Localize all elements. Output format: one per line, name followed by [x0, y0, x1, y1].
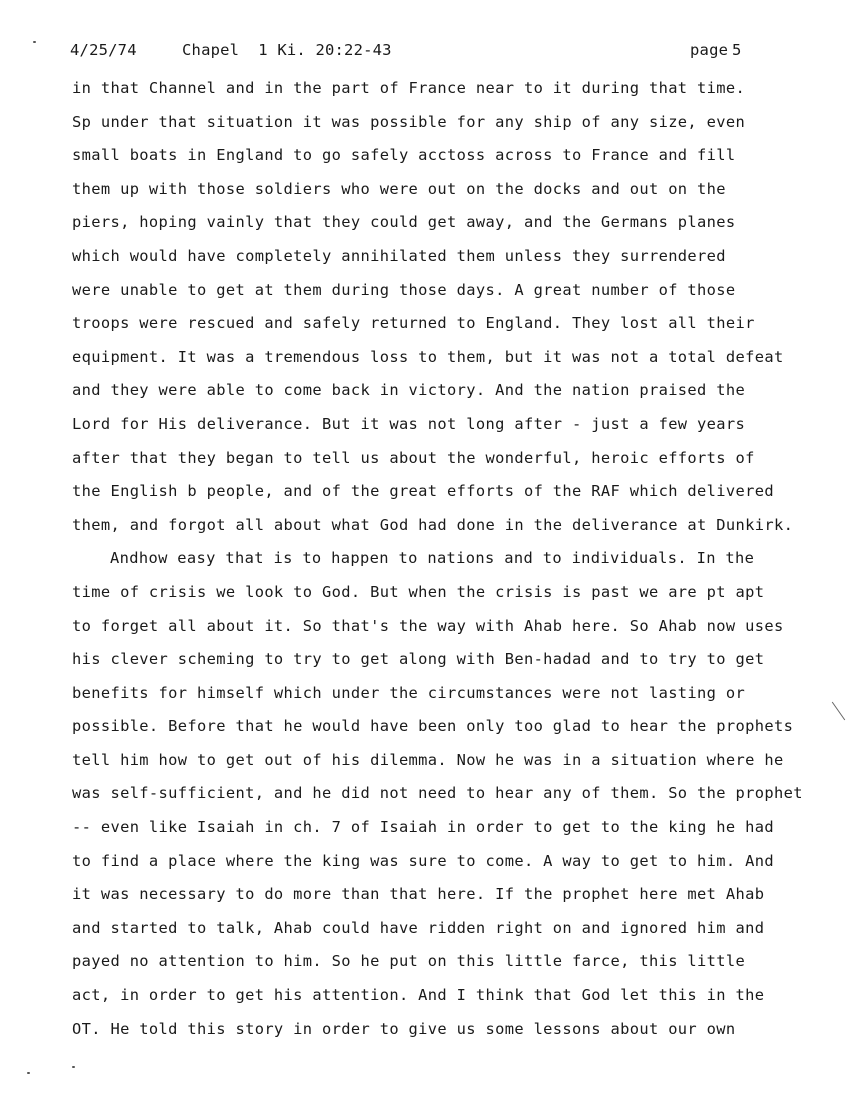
text-line: piers, hoping vainly that they could get away, and the Germans planes	[72, 213, 736, 232]
text-line: OT. He told this story in order to give us some lessons about our own	[72, 1019, 736, 1038]
scan-speck	[33, 41, 36, 43]
header-title: Chapel 1 Ki. 20:22-43	[182, 41, 392, 59]
page-header	[70, 41, 770, 65]
header-date: 4/25/74	[70, 41, 137, 59]
text-line: possible. Before that he would have been only too glad to hear the prophets	[72, 717, 794, 736]
text-line: and started to talk, Ahab could have ridden right on and ignored him and	[72, 918, 765, 937]
text-line: it was necessary to do more than that here. If the prophet here met Ahab	[72, 885, 765, 904]
text-line: troops were rescued and safely returned to England. They lost all their	[72, 314, 755, 333]
scan-speck	[72, 1066, 75, 1068]
text-line: Lord for His deliverance. But it was not long after - just a few years	[72, 414, 746, 433]
text-line: them up with those soldiers who were out on the docks and out on the	[72, 179, 726, 198]
text-line: benefits for himself which under the circumstances were not lasting or	[72, 683, 746, 702]
text-line: Sp under that situation it was possible for any ship of any size, even	[72, 112, 746, 131]
text-line: in that Channel and in the part of France near to it during that time.	[72, 79, 746, 97]
scan-speck	[27, 1072, 30, 1074]
text-line: which would have completely annihilated them unless they surrendered	[72, 246, 726, 265]
text-line: to find a place where the king was sure to come. A way to get to him. And	[72, 851, 774, 870]
text-line: them, and forgot all about what God had done in the deliverance at Dunkirk.	[72, 515, 794, 534]
text-line: tell him how to get out of his dilemma. Now he was in a situation where he	[72, 750, 784, 769]
text-line: the English b people, and of the great efforts of the RAF which delivered	[72, 482, 774, 501]
text-line: to forget all about it. So that's the way with Ahab here. So Ahab now uses	[72, 616, 784, 635]
text-line: time of crisis we look to God. But when the crisis is past we are pt apt	[72, 582, 765, 601]
text-line: equipment. It was a tremendous loss to them, but it was not a total defeat	[72, 347, 784, 366]
header-page-label: page	[690, 41, 729, 59]
text-line: and they were able to come back in victory. And the nation praised the	[72, 381, 746, 400]
text-line: payed no attention to him. So he put on this little farce, this little	[72, 952, 746, 971]
text-line: act, in order to get his attention. And I think that God let this in the	[72, 986, 765, 1005]
text-line: his clever scheming to try to get along with Ben-hadad and to try to get	[72, 650, 765, 669]
text-line: -- even like Isaiah in ch. 7 of Isaiah in order to get to the king he had	[72, 818, 774, 837]
text-line: was self-sufficient, and he did not need to hear any of them. So the prophet	[72, 784, 803, 803]
text-line: small boats in England to go safely acctoss across to France and fill	[72, 146, 736, 165]
text-line: were unable to get at them during those days. A great number of those	[72, 280, 736, 299]
text-line: after that they began to tell us about the wonderful, heroic efforts of	[72, 448, 755, 467]
header-page-number: 5	[732, 41, 742, 59]
body-text	[72, 76, 847, 1050]
paragraph-first-line: Andhow easy that is to happen to nations and to individuals. In the	[110, 549, 755, 568]
